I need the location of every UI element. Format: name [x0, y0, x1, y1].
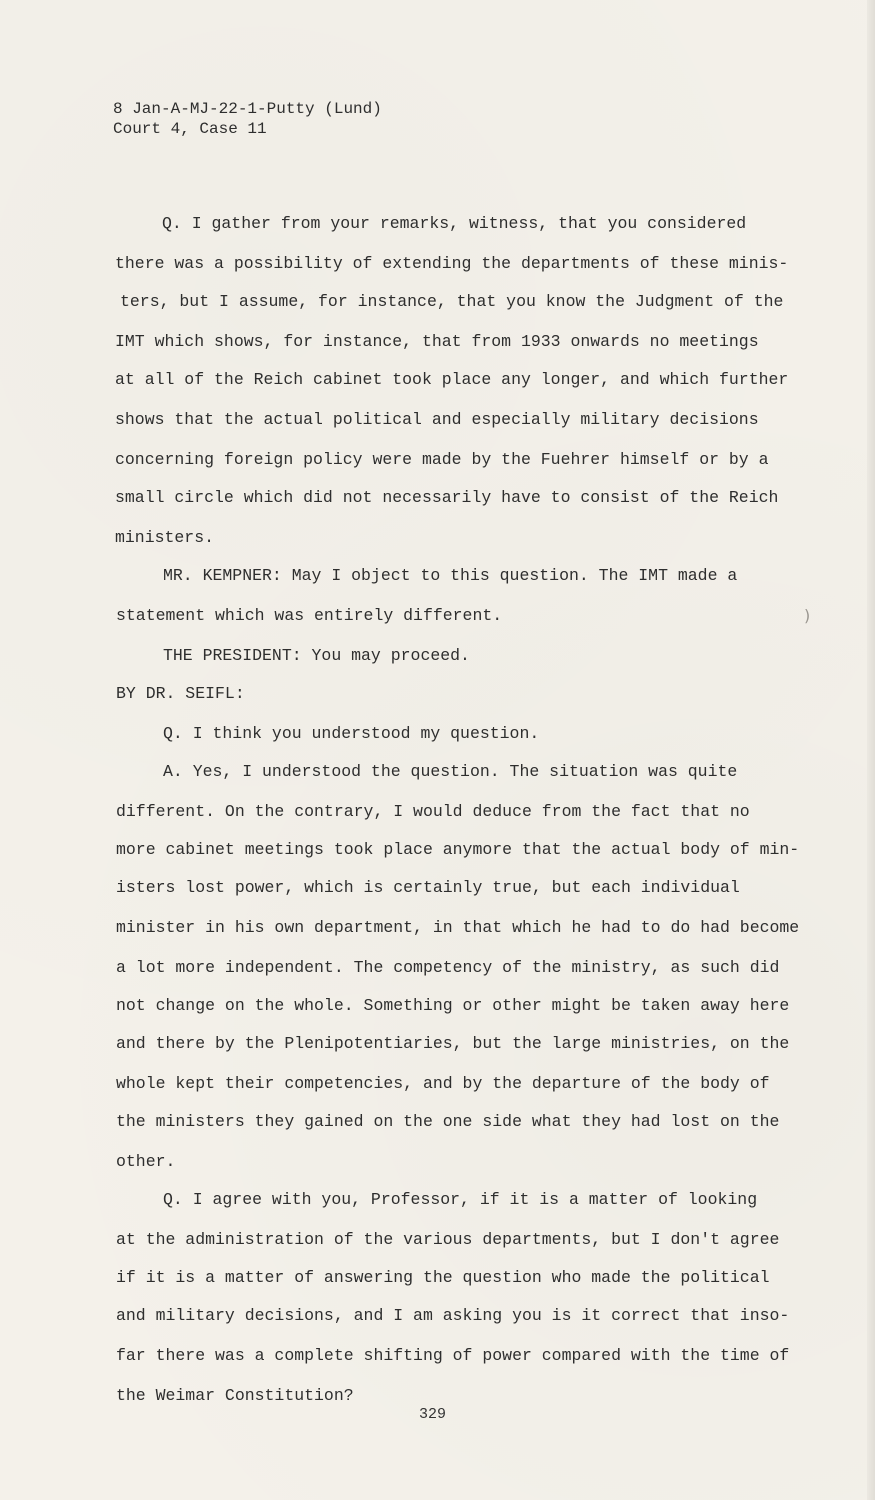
text-line: other.: [116, 1152, 176, 1171]
text-line: Q. I think you understood my question.: [163, 724, 540, 743]
text-line: a lot more independent. The competency of the ministry, as such did: [116, 958, 780, 977]
text-line: more cabinet meetings took place anymore that the actual body of min-: [116, 840, 800, 859]
text-line: different. On the contrary, I would deduce from the fact that no: [116, 802, 750, 821]
header-court-case: Court 4, Case 11: [113, 120, 267, 138]
text-line: shows that the actual political and especially military decisions: [115, 410, 759, 429]
text-line: and military decisions, and I am asking you is it correct that inso-: [116, 1306, 790, 1325]
text-line: concerning foreign policy were made by the Fuehrer himself or by a: [115, 450, 769, 469]
text-line: A. Yes, I understood the question. The situation was quite: [163, 762, 738, 781]
text-line: the Weimar Constitution?: [116, 1386, 354, 1405]
text-line: MR. KEMPNER: May I object to this question. The IMT made a: [163, 566, 738, 585]
text-line: minister in his own department, in that which he had to do had become: [116, 918, 800, 937]
text-line: Q. I agree with you, Professor, if it is a matter of looking: [163, 1190, 758, 1209]
page-number: 329: [419, 1406, 447, 1423]
margin-mark: ): [804, 606, 811, 625]
text-line: if it is a matter of answering the question who made the political: [116, 1268, 770, 1287]
page-edge: [867, 0, 875, 1500]
text-line: small circle which did not necessarily have to consist of the Reich: [115, 488, 779, 507]
text-line: whole kept their competencies, and by the departure of the body of: [116, 1074, 770, 1093]
text-line: there was a possibility of extending the departments of these minis-: [115, 254, 789, 273]
text-line: BY DR. SEIFL:: [116, 684, 245, 703]
text-line: at all of the Reich cabinet took place any longer, and which further: [115, 370, 789, 389]
text-line: Q. I gather from your remarks, witness, that you considered: [162, 214, 747, 233]
text-line: IMT which shows, for instance, that from 1933 onwards no meetings: [115, 332, 759, 351]
text-line: at the administration of the various departments, but I don't agree: [116, 1230, 780, 1249]
text-line: far there was a complete shifting of power compared with the time of: [116, 1346, 790, 1365]
text-line: ministers.: [115, 528, 215, 547]
header-reference: 8 Jan-A-MJ-22-1-Putty (Lund): [113, 100, 382, 118]
text-line: the ministers they gained on the one side what they had lost on the: [116, 1112, 780, 1131]
text-line: and there by the Plenipotentiaries, but the large ministries, on the: [116, 1034, 790, 1053]
text-line: ters, but I assume, for instance, that you know the Judgment of the: [120, 292, 784, 311]
text-line: isters lost power, which is certainly true, but each individual: [116, 878, 740, 897]
text-line: THE PRESIDENT: You may proceed.: [163, 646, 470, 665]
text-line: statement which was entirely different.: [116, 606, 503, 625]
text-line: not change on the whole. Something or other might be taken away here: [116, 996, 790, 1015]
